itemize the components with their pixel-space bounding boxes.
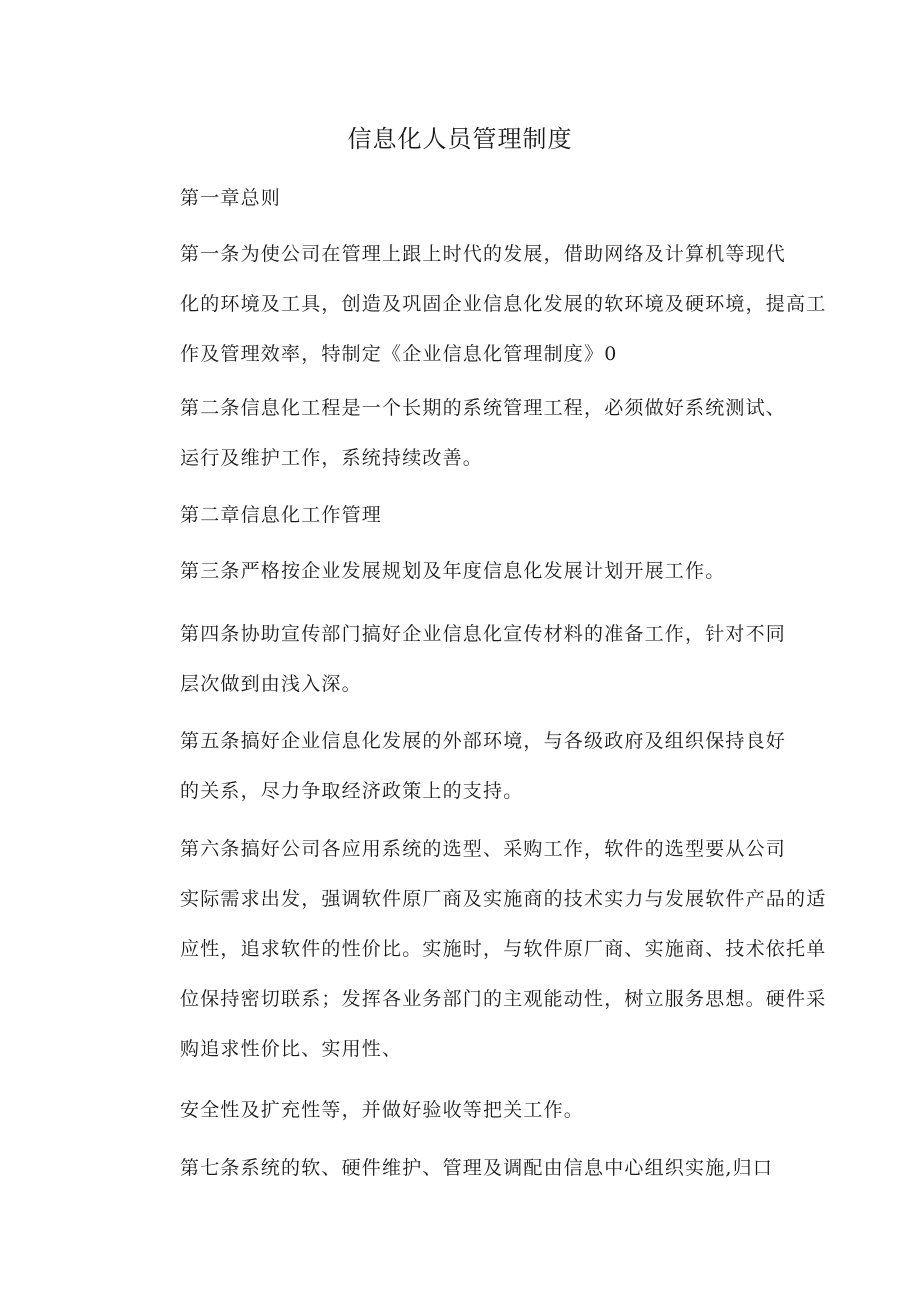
text-line: 的关系，尽力争取经济政策上的支持。: [180, 780, 524, 802]
text-line: 安全性及扩充性等，并做好验收等把关工作。: [180, 1099, 585, 1121]
text-line: 实际需求出发，强调软件原厂商及实施商的技术实力与发展软件产品的适: [180, 888, 827, 910]
text-line: 第二章信息化工作管理: [180, 504, 383, 526]
text-line: 应性，追求软件的性价比。实施时，与软件原厂商、实施商、技术依托单: [180, 938, 827, 960]
text-line: 化的环境及工具，创造及巩固企业信息化发展的软环境及硬环境，提高工: [180, 293, 827, 315]
article-6-continued: [138, 1085, 798, 1135]
chapter-heading-1: [138, 173, 798, 223]
article-4: [138, 609, 798, 709]
text-line: 第七条系统的软、硬件维护、管理及调配由信息中心组织实施,归口: [180, 1157, 774, 1179]
text-line: 购追求性价比、实用性、: [180, 1038, 403, 1060]
text-line: 第三条严格按企业发展规划及年度信息化发展计划开展工作。: [180, 560, 726, 582]
text-line: 运行及维护工作，系统持续改善。: [180, 447, 484, 469]
text-line: 第四条协助宣传部门搞好企业信息化宣传材料的准备工作，针对不同: [180, 623, 787, 645]
chapter-heading-2: [138, 490, 798, 540]
article-7: [138, 1143, 798, 1193]
article-5: [138, 716, 798, 816]
text-line: 层次做到由浅入深。: [180, 673, 362, 695]
document-title: 信息化人员管理制度: [347, 125, 573, 153]
text-line: 作及管理效率，特制定《企业信息化管理制度》0: [180, 343, 618, 365]
text-line: 第一条为使公司在管理上跟上时代的发展，借助网络及计算机等现代: [180, 243, 787, 265]
text-line: 第六条搞好公司各应用系统的选型、采购工作，软件的选型要从公司: [180, 838, 787, 860]
article-3: [138, 546, 798, 596]
article-2: [138, 383, 798, 483]
article-6: [138, 824, 827, 1074]
text-line: 位保持密切联系；发挥各业务部门的主观能动性，树立服务思想。硬件采: [180, 988, 827, 1010]
text-line: 第五条搞好企业信息化发展的外部环境，与各级政府及组织保持良好: [180, 730, 787, 752]
article-1: [138, 229, 827, 379]
text-line: 第一章总则: [180, 187, 282, 209]
text-line: 第二条信息化工程是一个长期的系统管理工程，必须做好系统测试、: [180, 397, 787, 419]
